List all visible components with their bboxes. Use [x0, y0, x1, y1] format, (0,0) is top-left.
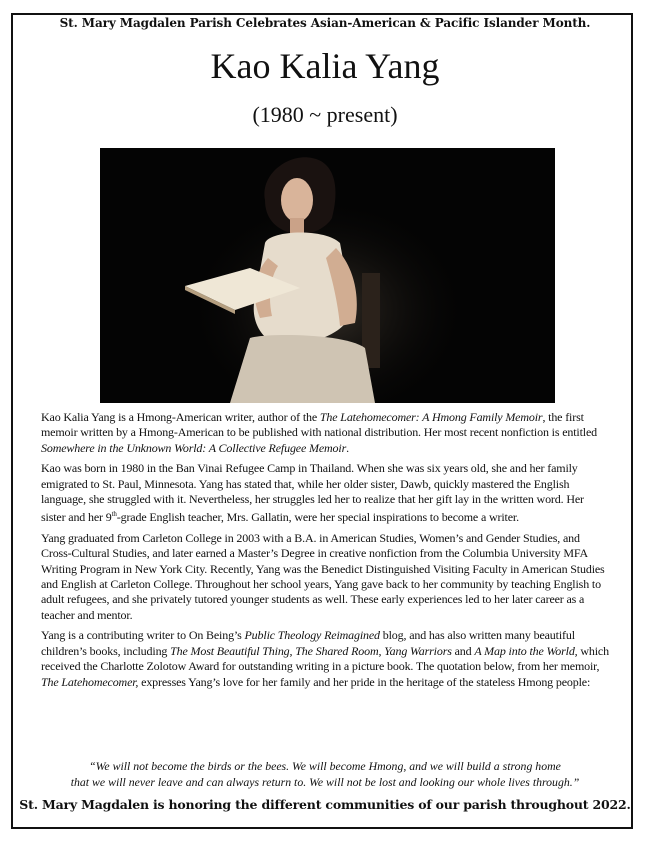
- life-dates: (1980 ~ present): [252, 102, 398, 127]
- p3-text-a: Yang graduated from Carleton College in 2003 with a B.A. in American Studies, Women’s and Gender Studies, and Cross-Cultural Studies, and later earned a Master’s Degree in creative nonfiction from the Columbia University MFA Writing Program in New York City. Recently, Yang was the Benedict Distinguished Visiting Faculty in American Studies and English at Carleton College. Throughout her school years, Yang gave back to her community by teaching English to adult refugees, and she privately tutored younger students as well. These early experiences led to her later career as a teacher and mentor.: [41, 530, 605, 622]
- portrait-photo-icon: [100, 148, 555, 403]
- quote-line-2: that we will never leave and can always return to. We will not be lost and looking our whole lives through.”: [70, 774, 580, 789]
- p4-memoir-title: The Latehomecomer,: [41, 674, 139, 689]
- paragraph-education: [41, 531, 609, 623]
- footer-note: St. Mary Magdalen is honoring the different communities of our parish throughout 2022.: [19, 797, 631, 812]
- p2-text-a: Kao was born in 1980 in the Ban Vinai Refugee Camp in Thailand. When she was six years old, she and her family emigrated to St. Paul, Minnesota. Yang has stated that, while her older sister, Dawb, quickly mastered the English language, she struggled with it. Nevertheless, her struggles led her to realize that her gift lay in the written word. Her sister and her 9: [41, 461, 584, 525]
- header-banner: St. Mary Magdalen Parish Celebrates Asian-American & Pacific Islander Month.: [59, 16, 591, 30]
- p1-text-a: Kao Kalia Yang is a Hmong-American writer, author of the: [41, 410, 320, 424]
- p1-book-title: The Latehomecomer: A Hmong Family Memoir: [319, 410, 543, 424]
- p4-text-i: expresses Yang’s love for her family and her pride in the heritage of the stateless Hmong people:: [138, 674, 591, 689]
- p1-book-title-2: Somewhere in the Unknown World: A Collective Refugee Memoir: [41, 440, 347, 455]
- p4-text-g: which received the Charlotte Zolotow Award for outstanding writing in a picture book. The quotation below, from her memoir,: [41, 643, 609, 674]
- p4-blog-title: Public Theology Reimagined: [244, 628, 380, 643]
- p1-text-e: .: [346, 440, 349, 455]
- portrait-photo: [100, 148, 555, 403]
- p4-book-title-map: A Map into the World,: [474, 643, 578, 658]
- paragraph-early-life: [41, 461, 609, 526]
- p4-text-e: and: [451, 643, 475, 658]
- p1-text-c: , the first memoir written by a Hmong-American to be published with national distribution. Her most recent nonfiction is entitled: [41, 410, 597, 440]
- p4-book-list: The Most Beautiful Thing, The Shared Room, Yang Warriors: [170, 643, 452, 658]
- memoir-quote: [0, 759, 650, 790]
- page-title: Kao Kalia Yang: [210, 46, 440, 86]
- p2-superscript: th: [111, 510, 117, 519]
- paragraph-intro: [41, 410, 609, 456]
- p4-text-a: Yang is a contributing writer to On Being’s: [41, 628, 245, 643]
- p4-text-c: blog, and has also written many beautiful children’s books, including: [41, 628, 575, 658]
- quote-line-1: “We will not become the birds or the bees. We will become Hmong, and we will build a strong home: [89, 759, 561, 773]
- biography-text: [41, 410, 609, 695]
- p2-text-b: -grade English teacher, Mrs. Gallatin, were her special inspirations to become a writer.: [116, 510, 519, 525]
- paragraph-writing: [41, 628, 609, 690]
